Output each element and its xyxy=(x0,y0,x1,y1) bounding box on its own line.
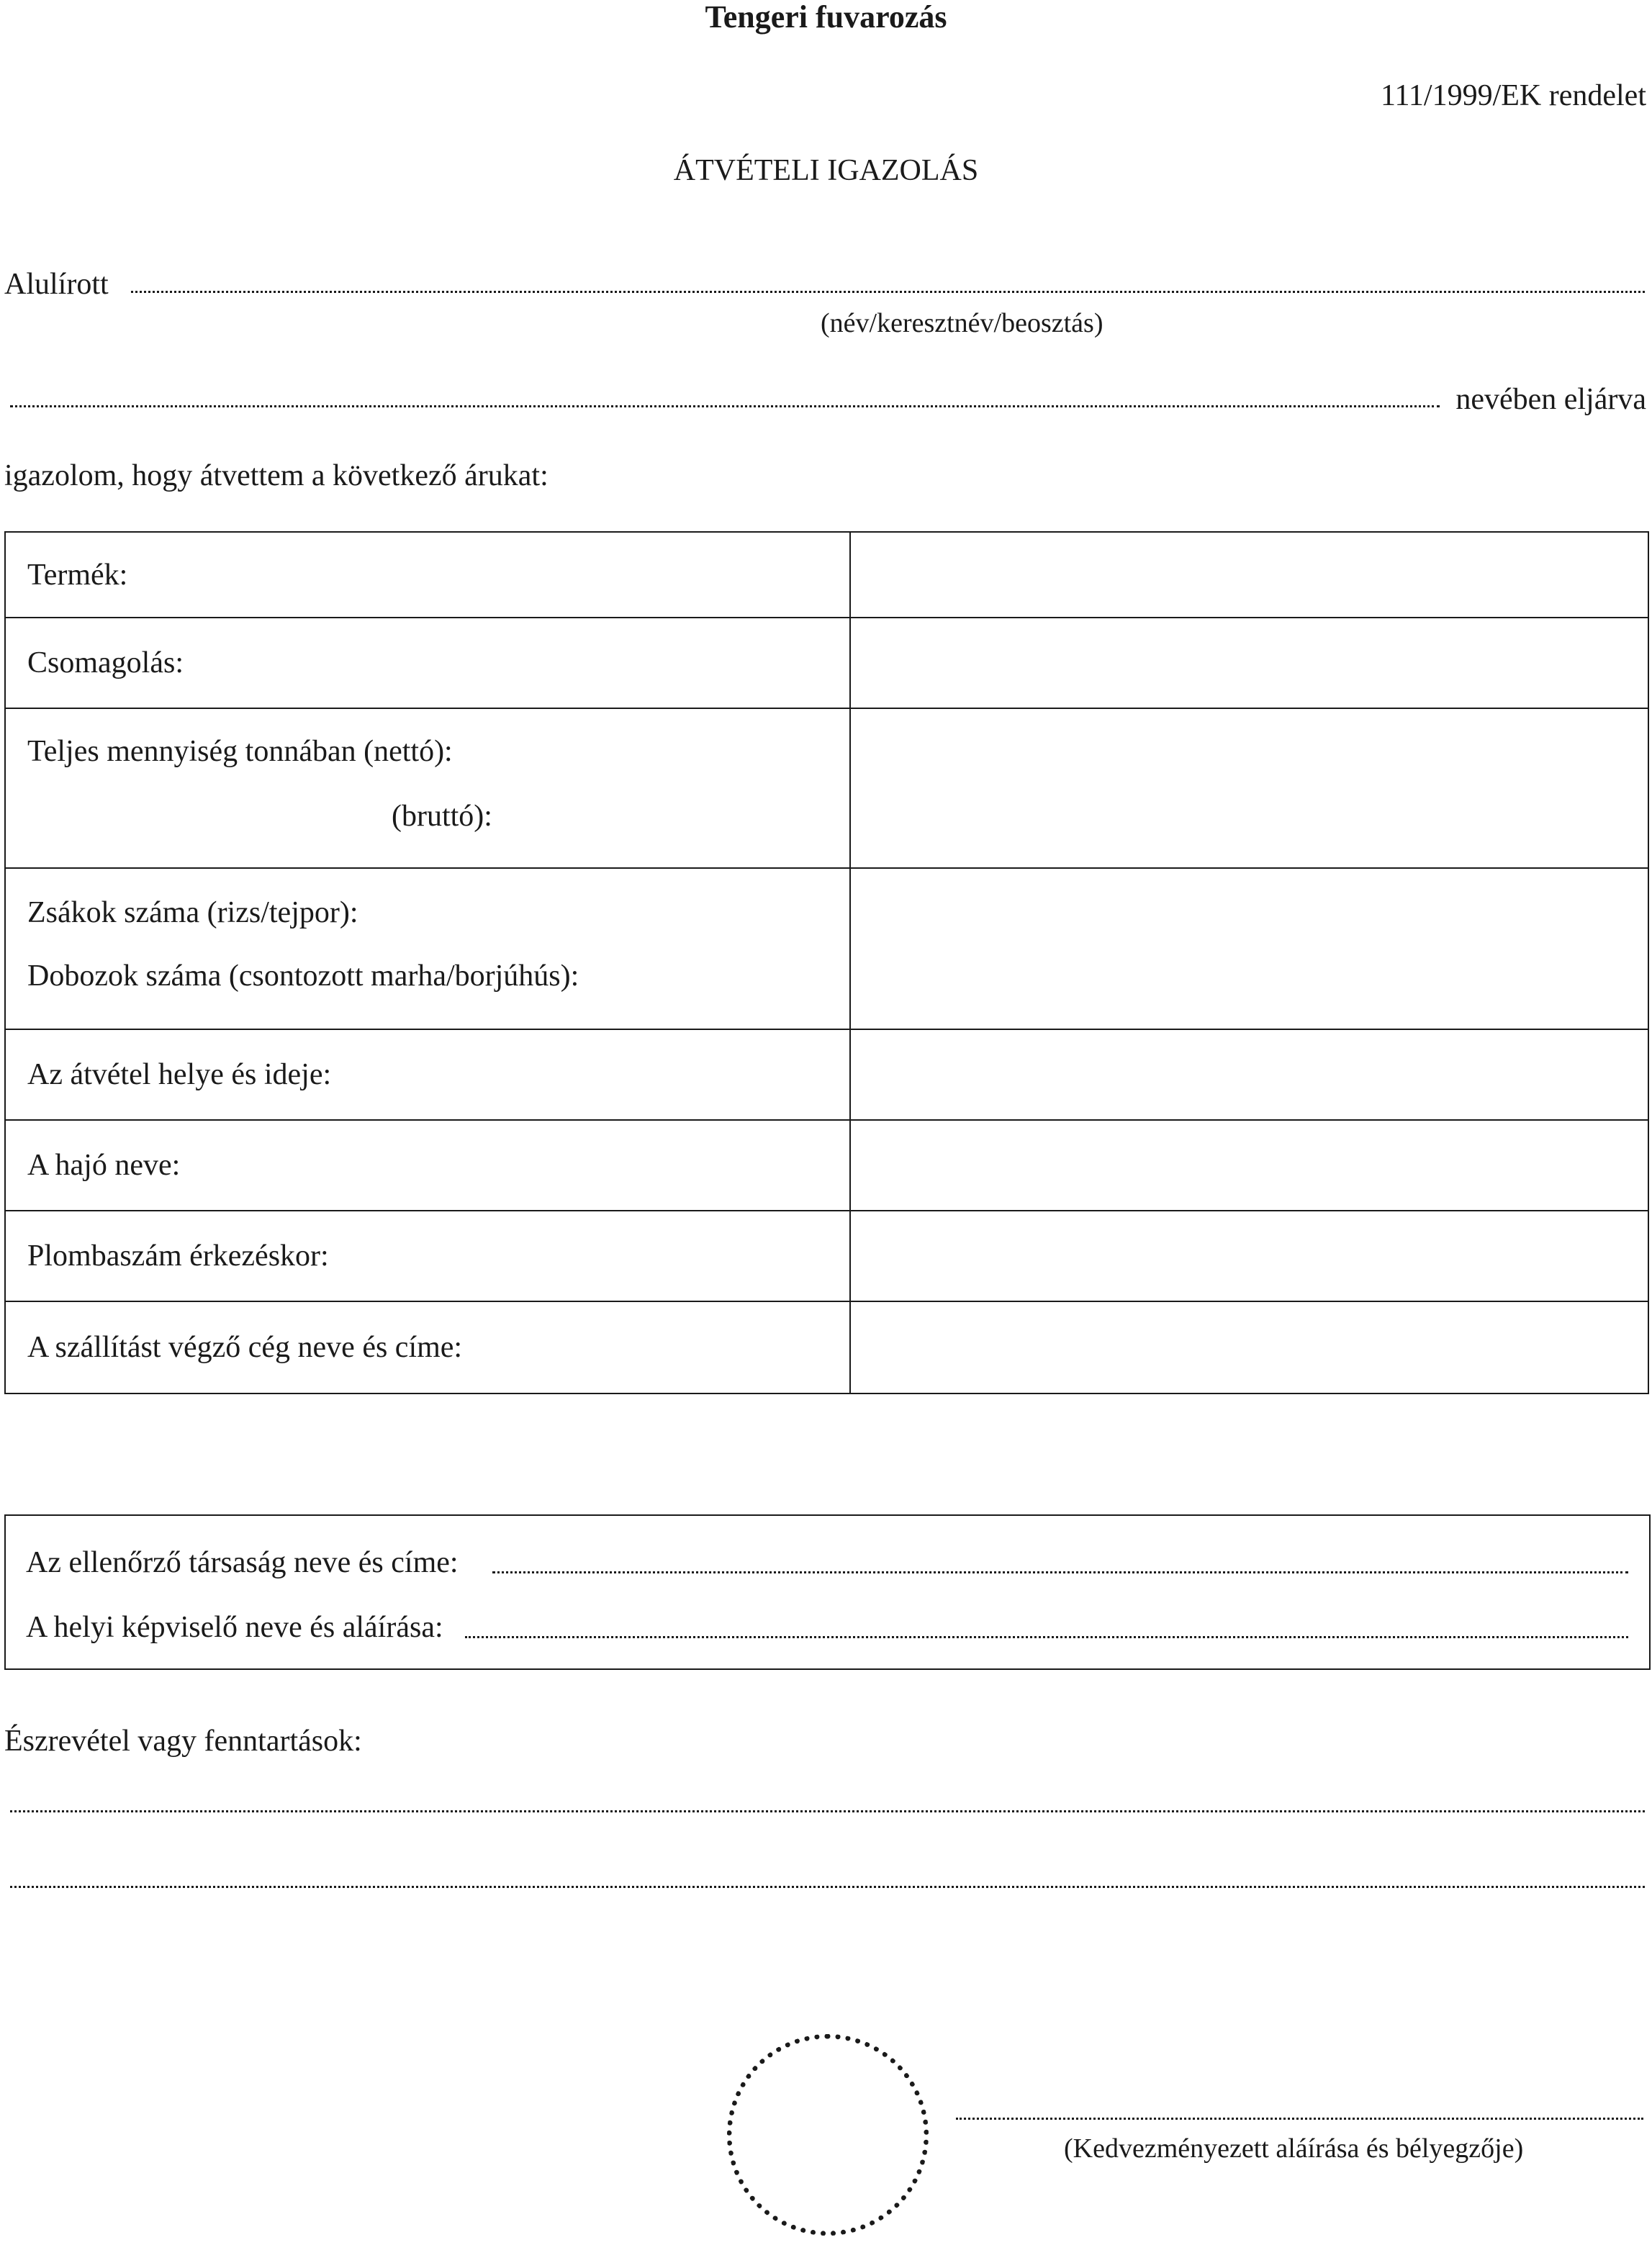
packaging-value-cell[interactable] xyxy=(850,618,1648,708)
table-row xyxy=(5,868,1648,1029)
ship-name-value-cell[interactable] xyxy=(850,1120,1648,1211)
table-row xyxy=(5,1029,1648,1120)
stamp-placeholder xyxy=(727,2034,929,2236)
product-value-cell[interactable] xyxy=(850,532,1648,618)
name-hint: (név/keresztnév/beosztás) xyxy=(821,308,1103,338)
bags-label: Zsákok száma (rizs/tejpor): xyxy=(27,896,358,929)
quantity-net-label: Teljes mennyiség tonnában (nettó): xyxy=(27,735,453,768)
representative-field[interactable] xyxy=(465,1636,1628,1638)
ship-name-label: A hajó neve: xyxy=(5,1120,850,1211)
quantity-cell xyxy=(5,708,850,868)
counts-cell xyxy=(5,868,850,1029)
place-time-label: Az átvétel helye és ideje: xyxy=(5,1029,850,1120)
table-row xyxy=(5,1301,1648,1393)
control-company-field[interactable] xyxy=(492,1571,1628,1573)
signature-field[interactable] xyxy=(956,2118,1643,2120)
table-row xyxy=(5,1120,1648,1211)
place-time-value-cell[interactable] xyxy=(850,1029,1648,1120)
product-label: Termék: xyxy=(5,532,850,618)
signature-caption: (Kedvezményezett aláírása és bélyegzője) xyxy=(1064,2133,1524,2164)
packaging-label: Csomagolás: xyxy=(5,618,850,708)
regulation-reference: 111/1999/EK rendelet xyxy=(1381,79,1646,112)
carrier-value-cell[interactable] xyxy=(850,1301,1648,1393)
undersigned-label: Alulírott xyxy=(4,268,109,301)
remarks-line-1[interactable] xyxy=(10,1810,1645,1812)
remarks-label: Észrevétel vagy fenntartások: xyxy=(4,1725,362,1758)
seal-number-label: Plombaszám érkezéskor: xyxy=(5,1211,850,1301)
quantity-gross-label: (bruttó): xyxy=(392,800,492,833)
on-behalf-of-field[interactable] xyxy=(10,405,1440,407)
table-row xyxy=(5,708,1648,868)
control-company-box xyxy=(4,1514,1651,1670)
certify-statement: igazolom, hogy átvettem a következő árukat: xyxy=(4,459,549,492)
remarks-line-2[interactable] xyxy=(10,1886,1645,1888)
document-title: Tengeri fuvarozás xyxy=(705,0,947,35)
quantity-value-cell[interactable] xyxy=(850,708,1648,868)
on-behalf-label: nevében eljárva xyxy=(1455,383,1646,416)
boxes-label: Dobozok száma (csontozott marha/borjúhús): xyxy=(27,959,579,993)
undersigned-name-field[interactable] xyxy=(131,291,1645,293)
counts-value-cell[interactable] xyxy=(850,868,1648,1029)
seal-number-value-cell[interactable] xyxy=(850,1211,1648,1301)
form-heading: ÁTVÉTELI IGAZOLÁS xyxy=(673,154,979,187)
representative-label: A helyi képviselő neve és aláírása: xyxy=(26,1611,443,1644)
table-row xyxy=(5,1211,1648,1301)
table-row xyxy=(5,532,1648,618)
table-row xyxy=(5,618,1648,708)
carrier-label: A szállítást végző cég neve és címe: xyxy=(5,1301,850,1393)
goods-table xyxy=(4,531,1649,1394)
control-company-label: Az ellenőrző társaság neve és címe: xyxy=(26,1546,459,1579)
